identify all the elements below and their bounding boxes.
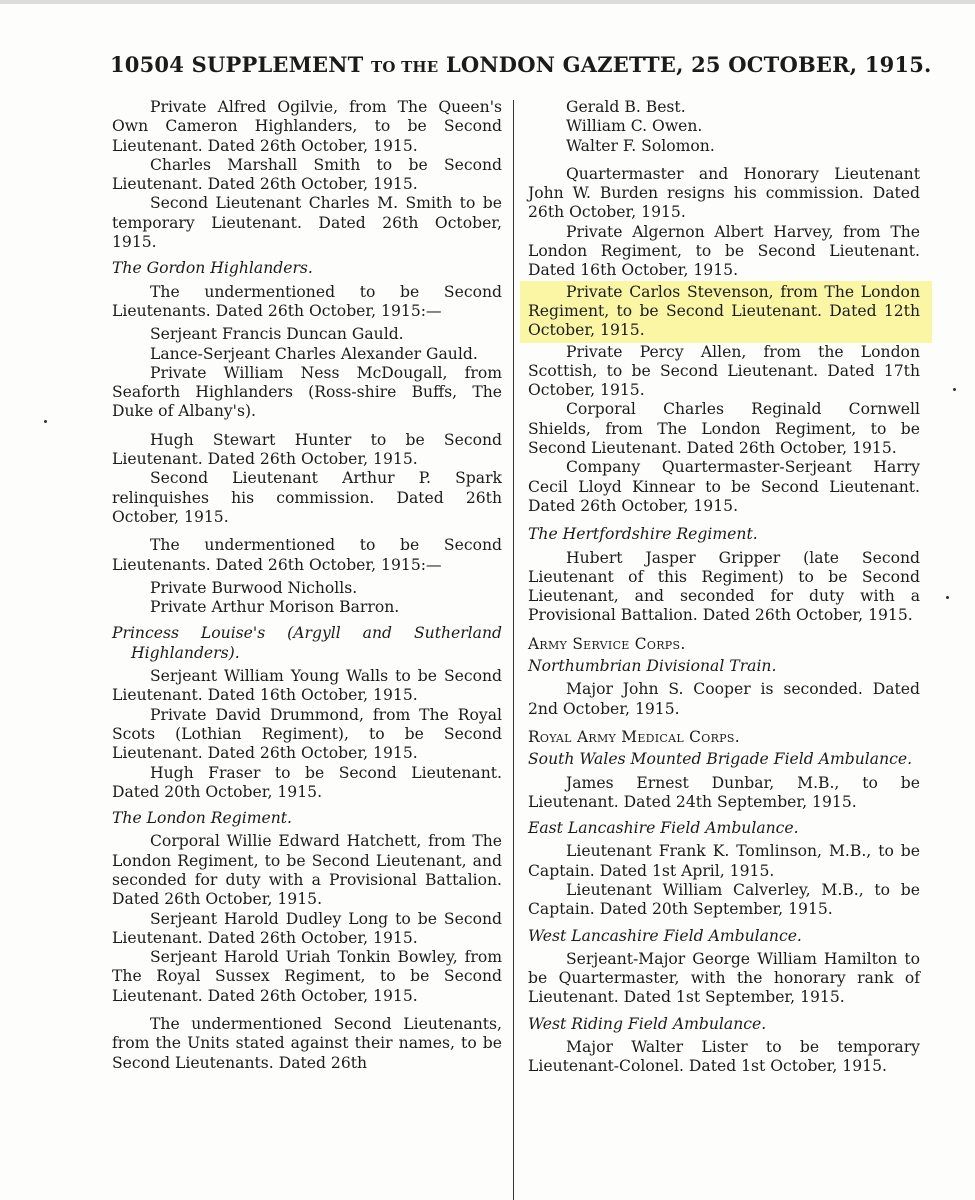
name-william-owen: William C. Owen. [566, 117, 703, 136]
entry-allen: Private Percy Allen, from the London Scottish, to be Second Lieutenant. Dated 17th October, 1915. [528, 342, 920, 400]
heading-hertfordshire-regiment: The Hertfordshire Regiment. [528, 525, 758, 544]
gazette-title-date: LONDON GAZETTE, 25 OCTOBER, 1915. [445, 52, 932, 77]
entry-tomlinson: Lieutenant Frank K. Tomlinson, M.B., to be Captain. Dated 1st April, 1915. [528, 842, 920, 880]
left-column [112, 98, 502, 1073]
entry-hatchett: Corporal Willie Edward Hatchett, from The London Regiment, to be Second Lieutenant, and seconded for duty with a Provisional Battalion. Dated 26th October, 1915. [112, 832, 502, 909]
entry-drummond: Private David Drummond, from The Royal Scots (Lothian Regiment), to be Second Lieutenant. Dated 26th October, 1915. [112, 705, 502, 763]
heading-gordon-highlanders: The Gordon Highlanders. [112, 259, 313, 278]
heading-army-service-corps: Army Service Corps. [528, 634, 686, 653]
entry-mcdougall: Private William Ness McDougall, from Seaforth Highlanders (Ross-shire Buffs, The Duke of Albany's). [112, 363, 502, 421]
name-walter-solomon: Walter F. Solomon. [566, 136, 715, 155]
entry-undermentioned-second-lieutenants: The undermentioned Second Lieutenants, from the Units stated against their names, to be Second Lieutenants. Dated 26th [112, 1015, 502, 1072]
entry-harvey: Private Algernon Albert Harvey, from The London Regiment, to be Second Lieutenant. Dated 16th October, 1915. [528, 222, 920, 280]
entry-charles-m-smith: Second Lieutenant Charles M. Smith to be temporary Lieutenant. Dated 26th October, 1915. [112, 194, 502, 252]
to-the-words: TO THE [371, 58, 439, 76]
scan-speck [44, 420, 47, 423]
entry-charles-marshall-smith: Charles Marshall Smith to be Second Lieutenant. Dated 26th October, 1915. [112, 155, 502, 194]
name-burwood-nicholls: Private Burwood Nicholls. [150, 578, 358, 597]
name-gerald-best: Gerald B. Best. [566, 98, 686, 116]
entry-hamilton: Serjeant-Major George William Hamilton to be Quartermaster, with the honorary rank of Lieutenant. Dated 1st September, 1915. [528, 949, 920, 1007]
entry-ogilvie: Private Alfred Ogilvie, from The Queen's Own Cameron Highlanders, to be Second Lieutenant. Dated 26th October, 1915. [112, 98, 502, 155]
scan-speck [953, 388, 956, 391]
highlighted-entry-stevenson: Private Carlos Stevenson, from The London Regiment, to be Second Lieutenant. Dated 12th October, 1915. [520, 281, 932, 343]
heading-argyll-sutherland: Princess Louise's (Argyll and Sutherland Highlanders). [112, 624, 502, 662]
heading-royal-army-medical-corps: Royal Army Medical Corps. [528, 727, 740, 746]
entry-burden: Quartermaster and Honorary Lieutenant John W. Burden resigns his commission. Dated 26th October, 1915. [528, 164, 920, 222]
page-masthead [110, 52, 932, 77]
column-divider [513, 100, 514, 1200]
entry-calverley: Lieutenant William Calverley, M.B., to be Captain. Dated 20th September, 1915. [528, 880, 920, 919]
entry-gripper: Hubert Jasper Gripper (late Second Lieutenant of this Regiment) to be Second Lieutenant, and seconded for duty with a Provisional Battalion. Dated 26th October, 1915. [528, 548, 920, 625]
entry-walls: Serjeant William Young Walls to be Second Lieutenant. Dated 16th October, 1915. [112, 667, 502, 705]
name-arthur-barron: Private Arthur Morison Barron. [150, 598, 400, 617]
heading-south-wales-ambulance: South Wales Mounted Brigade Field Ambulance. [528, 750, 913, 769]
name-francis-gauld: Serjeant Francis Duncan Gauld. [150, 325, 404, 344]
window-top-border [0, 0, 975, 4]
page-number: 10504 [110, 52, 185, 77]
entry-fraser: Hugh Fraser to be Second Lieutenant. Dated 20th October, 1915. [112, 763, 502, 801]
supplement-word: SUPPLEMENT [191, 52, 364, 77]
heading-east-lancashire-ambulance: East Lancashire Field Ambulance. [528, 819, 799, 838]
heading-west-lancashire-ambulance: West Lancashire Field Ambulance. [528, 926, 802, 945]
entry-hunter: Hugh Stewart Hunter to be Second Lieutenant. Dated 26th October, 1915. [112, 430, 502, 469]
right-column [528, 98, 920, 1077]
entry-lister: Major Walter Lister to be temporary Lieutenant-Colonel. Dated 1st October, 1915. [528, 1038, 920, 1076]
entry-bowley: Serjeant Harold Uriah Tonkin Bowley, from The Royal Sussex Regiment, to be Second Lieutenant. Dated 26th October, 1915. [112, 948, 502, 1005]
entry-kinnear: Company Quartermaster-Serjeant Harry Cecil Lloyd Kinnear to be Second Lieutenant. Dated 26th October, 1915. [528, 458, 920, 515]
entry-undermentioned-2: The undermentioned to be Second Lieutenants. Dated 26th October, 1915:— [112, 536, 502, 574]
name-charles-gauld: Lance-Serjeant Charles Alexander Gauld. [150, 344, 478, 363]
entry-shields: Corporal Charles Reginald Cornwell Shields, from The London Regiment, to be Second Lieutenant. Dated 26th October, 1915. [528, 400, 920, 458]
entry-long: Serjeant Harold Dudley Long to be Second Lieutenant. Dated 26th October, 1915. [112, 909, 502, 947]
entry-spark: Second Lieutenant Arthur P. Spark relinquishes his commission. Dated 26th October, 1915. [112, 469, 502, 526]
entry-dunbar: James Ernest Dunbar, M.B., to be Lieutenant. Dated 24th September, 1915. [528, 773, 920, 811]
heading-west-riding-ambulance: West Riding Field Ambulance. [528, 1014, 767, 1033]
heading-northumbrian-train: Northumbrian Divisional Train. [528, 657, 777, 676]
heading-london-regiment: The London Regiment. [112, 809, 293, 828]
entry-cooper: Major John S. Cooper is seconded. Dated 2nd October, 1915. [528, 680, 920, 718]
scan-speck [946, 596, 949, 599]
entry-gordon-undermentioned: The undermentioned to be Second Lieutenants. Dated 26th October, 1915:— [112, 282, 502, 320]
